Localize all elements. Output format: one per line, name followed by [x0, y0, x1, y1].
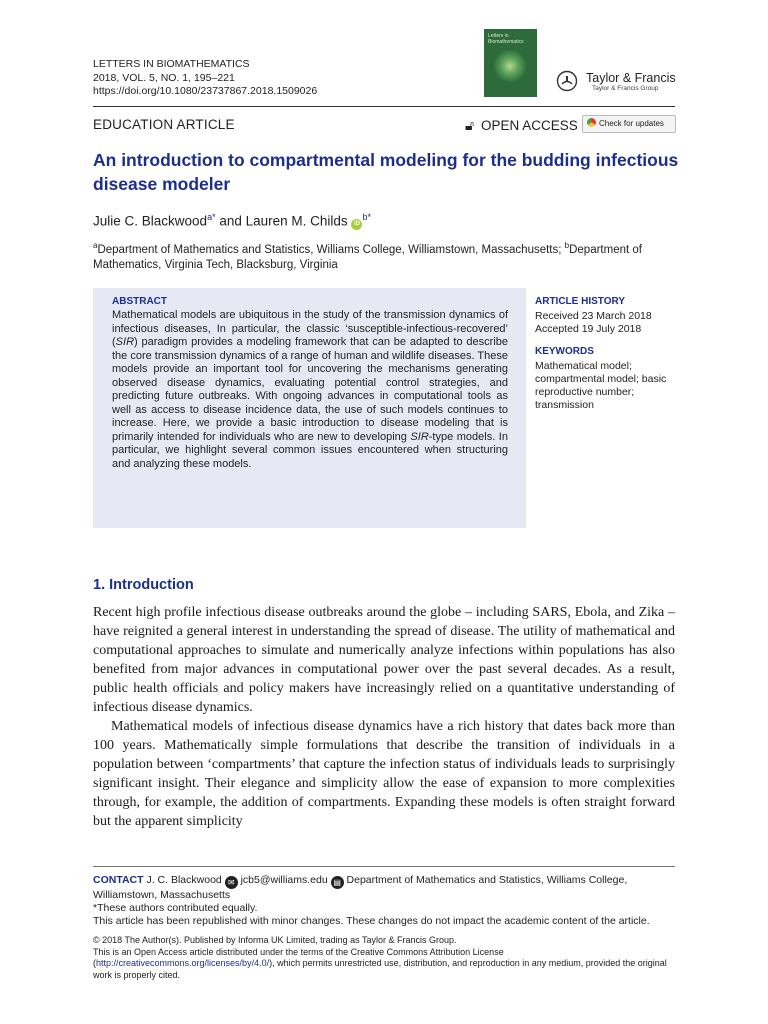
article-title: An introduction to compartmental modeling for the budding infectious disease modeler: [93, 150, 679, 194]
abstract-part: -type models. In particular, we highlight several common issues encountered when structuring and analyzing these models.: [112, 430, 508, 470]
cover-title: Letters in Biomathematics: [488, 33, 524, 45]
keyword: compartmental model; basic: [535, 373, 667, 385]
abstract-heading: ABSTRACT: [112, 296, 167, 307]
affiliations: [93, 238, 683, 273]
keywords-list: [535, 360, 666, 412]
taylor-francis-logo-icon: [556, 70, 578, 92]
open-access-label: OPEN ACCESS: [481, 118, 578, 133]
author-affil-mark: b*: [362, 212, 371, 222]
paragraph: Mathematical models of infectious disease dynamics have a rich history that dates back more than 100 years. Mathematically simple formulations that describe the transition of individuals in a population between ‘compartments’ that capture the infection status of individuals leads to surprisingly significant insight. Their elegance and simplicity allow the ease of expansion to more complexities through, for example, the addition of compartments. Expanding these models is often straight forward but the apparent simplicity: [93, 719, 675, 829]
footnote-rule: [93, 866, 675, 867]
article-type: EDUCATION ARTICLE: [93, 117, 235, 132]
affil-mark: b: [564, 241, 570, 250]
received-date: Received 23 March 2018: [535, 310, 652, 322]
abstract-part: Mathematical models are ubiquitous in the study of the transmission dynamics of infectious diseases, In particular, the classic ‘susceptible-infectious-recovered’ (: [112, 309, 508, 348]
abstract-text: [112, 309, 508, 471]
email-icon: ✉︎: [225, 876, 238, 889]
journal-name: LETTERS IN BIOMATHEMATICS: [93, 58, 250, 70]
address-icon: ▤︎: [331, 876, 344, 889]
copyright-line: © 2018 The Author(s). Published by Informa UK Limited, trading as Taylor & Francis Group.: [93, 935, 457, 945]
contact-label: CONTACT: [93, 874, 144, 886]
contact-name: J. C. Blackwood: [146, 874, 222, 886]
crossmark-icon: [587, 118, 596, 127]
author-list: [93, 212, 371, 230]
check-for-updates-button[interactable]: [582, 115, 676, 133]
affil-mark: a: [93, 241, 98, 250]
contact-address: Department of Mathematics and Statistics, Williams College, Williamstown, Massachusetts: [93, 874, 628, 901]
header-rule: [93, 106, 675, 107]
introduction-body: [93, 603, 675, 831]
article-history: [535, 310, 652, 336]
license-text: ), which permits unrestricted use, distribution, and reproduction in any medium, provided the original work is properly cited.: [93, 958, 667, 980]
keyword: transmission: [535, 399, 594, 411]
author-name[interactable]: Lauren M. Childs: [245, 213, 348, 229]
publisher-subtitle: Taylor & Francis Group: [592, 85, 659, 92]
affiliation-a: Department of Mathematics and Statistics, Williams College, Williamstown, Massachusetts;: [97, 243, 565, 256]
license-link[interactable]: http://creativecommons.org/licenses/by/4.0/: [96, 958, 270, 968]
journal-volume: 2018, VOL. 5, NO. 1, 195–221: [93, 71, 235, 84]
author-join: and: [215, 213, 246, 229]
check-updates-label: Check for updates: [599, 119, 664, 128]
cover-art: [493, 49, 527, 83]
journal-doi[interactable]: https://doi.org/10.1080/23737867.2018.1509026: [93, 85, 318, 97]
abstract-italic: SIR: [115, 336, 135, 348]
journal-info: [93, 58, 317, 99]
equal-contribution-note: *These authors contributed equally.: [93, 902, 258, 914]
paragraph: Recent high profile infectious disease outbreaks around the globe – including SARS, Ebola, and Zika – have reignited a general interest in understanding the spread of disease. The utility of mathematical and computational approaches to simulate and numerically analyze infections within populations has also benefited from major advances in computational power over the past several decades. As a result, public health officials and policy makers have increasingly relied on a quantitative understanding of infectious disease dynamics.: [93, 605, 675, 715]
article-history-heading: ARTICLE HISTORY: [535, 296, 626, 307]
contact-block: [93, 874, 683, 928]
abstract-part: ) paradigm provides a modeling framework that can be adapted to describe the core transmission dynamics of a range of human and wildlife diseases. These models provide an important tool for uncovering the mechanisms generating observed disease dynamics, evaluating potential control strategies, and predicting future outbreaks. With ongoing advances in computational tools as well as access to disease incidence data, the use of such models continues to increase. Here, we provide a basic introduction to disease modeling that is primarily intended for individuals who are new to developing: [112, 336, 509, 443]
section-heading-introduction: 1. Introduction: [93, 577, 194, 593]
affiliation-b: Department of Mathematics, Virginia Tech, Blacksburg, Virginia: [93, 243, 642, 271]
copyright-block: [93, 935, 683, 981]
author-name[interactable]: Julie C. Blackwood: [93, 213, 208, 229]
republished-note: This article has been republished with minor changes. These changes do not impact the academic content of the article.: [93, 915, 650, 927]
keyword: reproductive number;: [535, 386, 635, 398]
contact-email[interactable]: jcb5@williams.edu: [240, 874, 328, 886]
publisher-name: Taylor & Francis: [586, 71, 676, 85]
journal-cover-image: [484, 29, 537, 97]
accepted-date: Accepted 19 July 2018: [535, 323, 642, 335]
abstract-italic: SIR: [410, 430, 429, 443]
open-access-lock-icon: 🔓︎: [465, 117, 475, 133]
orcid-icon[interactable]: iD: [351, 219, 362, 230]
keywords-heading: KEYWORDS: [535, 346, 594, 357]
license-text: This is an Open Access article distributed under the terms of the Creative Commons Attribution License (: [93, 946, 504, 968]
author-affil-mark: a*: [207, 212, 216, 222]
keyword: Mathematical model;: [535, 360, 632, 372]
